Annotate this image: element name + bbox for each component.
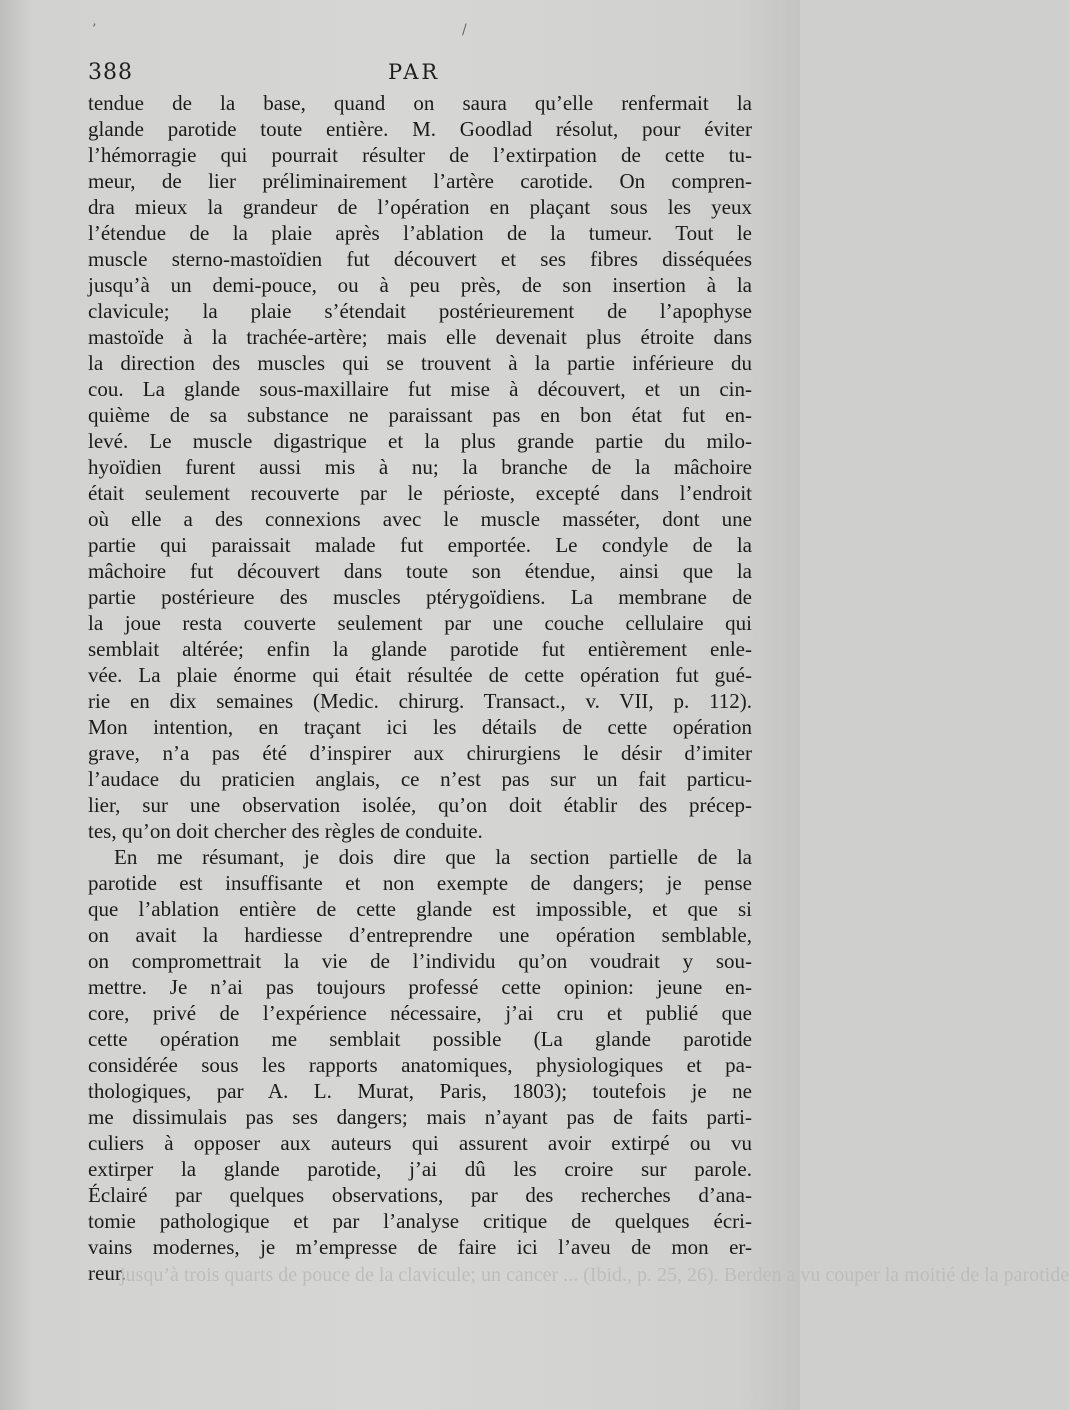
text-line: meur, de lier préliminairement l’artère carotide. On compren-: [88, 169, 752, 193]
text-line: on compromettrait la vie de l’individu qu’on voudrait y sou-: [88, 949, 752, 973]
running-head: PAR: [388, 60, 441, 84]
text-line: thologiques, par A. L. Murat, Paris, 1803); toutefois je ne: [88, 1079, 752, 1103]
text-line: culiers à opposer aux auteurs qui assurent avoir extirpé ou vu: [88, 1131, 752, 1155]
text-line: muscle sterno-mastoïdien fut découvert et ses fibres disséquées: [88, 247, 752, 271]
text-line: l’audace du praticien anglais, ce n’est pas sur un fait particu-: [88, 767, 752, 791]
text-line: reur.: [88, 1261, 126, 1285]
text-line: jusqu’à un demi-pouce, ou à peu près, de son insertion à la: [88, 273, 752, 297]
text-line: semblait altérée; enfin la glande parotide fut entièrement enle-: [88, 637, 752, 661]
text-line: tomie pathologique et par l’analyse critique de quelques écri-: [88, 1209, 752, 1233]
text-line: cette opération me semblait possible (La glande parotide: [88, 1027, 752, 1051]
text-line: l’étendue de la plaie après l’ablation de la tumeur. Tout le: [88, 221, 752, 245]
text-line: considérée sous les rapports anatomiques, physiologiques et pa-: [88, 1053, 752, 1077]
text-line: que l’ablation entière de cette glande est impossible, et que si: [88, 897, 752, 921]
text-line: extirper la glande parotide, j’ai dû les croire sur parole.: [88, 1157, 752, 1181]
text-line: tendue de la base, quand on saura qu’elle renfermait la: [88, 91, 752, 115]
text-line: core, privé de l’expérience nécessaire, j’ai cru et publié que: [88, 1001, 752, 1025]
text-line: partie qui paraissait malade fut emportée. Le condyle de la: [88, 533, 752, 557]
text-line: me dissimulais pas ses dangers; mais n’ayant pas de faits parti-: [88, 1105, 752, 1129]
text-line: En me résumant, je dois dire que la section partielle de la: [114, 845, 752, 869]
text-line: vée. La plaie énorme qui était résultée de cette opération fut gué-: [88, 663, 752, 687]
text-line: tes, qu’on doit chercher des règles de conduite.: [88, 819, 483, 843]
text-line: glande parotide toute entière. M. Goodlad résolut, pour éviter: [88, 117, 752, 141]
text-line: clavicule; la plaie s’étendait postérieurement de l’apophyse: [88, 299, 752, 323]
text-line: partie postérieure des muscles ptérygoïdiens. La membrane de: [88, 585, 752, 609]
text-line: mettre. Je n’ai pas toujours professé cette opinion: jeune en-: [88, 975, 752, 999]
text-line: Éclairé par quelques observations, par des recherches d’ana-: [88, 1183, 752, 1207]
text-line: où elle a des connexions avec le muscle masséter, dont une: [88, 507, 752, 531]
text-line: mâchoire fut découvert dans toute son étendue, ainsi que la: [88, 559, 752, 583]
text-line: on avait la hardiesse d’entreprendre une opération semblable,: [88, 923, 752, 947]
text-line: levé. Le muscle digastrique et la plus grande partie du milo-: [88, 429, 752, 453]
page-number: 388: [88, 60, 133, 85]
text-line: l’hémorragie qui pourrait résulter de l’extirpation de cette tu-: [88, 143, 752, 167]
text-line: parotide est insuffisante et non exempte de dangers; je pense: [88, 871, 752, 895]
text-line: cou. La glande sous-maxillaire fut mise à découvert, et un cin-: [88, 377, 752, 401]
page-header: [88, 60, 752, 90]
text-line: la direction des muscles qui se trouvent à la partie inférieure du: [88, 351, 752, 375]
text-line: dra mieux la grandeur de l’opération en plaçant sous les yeux: [88, 195, 752, 219]
text-line: quième de sa substance ne paraissant pas en bon état fut en-: [88, 403, 752, 427]
text-line: rie en dix semaines (Medic. chirurg. Transact., v. VII, p. 112).: [88, 689, 752, 713]
text-line: mastoïde à la trachée-artère; mais elle devenait plus étroite dans: [88, 325, 752, 349]
text-line: grave, n’a pas été d’inspirer aux chirurgiens le désir d’imiter: [88, 741, 752, 765]
text-line: était seulement recouverte par le périoste, excepté dans l’endroit: [88, 481, 752, 505]
body-text: [88, 90, 752, 1286]
margin-speck: /: [462, 22, 467, 38]
text-line: la joue resta couverte seulement par une couche cellulaire qui: [88, 611, 752, 635]
text-line: vains modernes, je m’empresse de faire ici l’aveu de mon er-: [88, 1235, 752, 1259]
bleed-through-text: jusqu’à trois quarts de pouce de la clavicule; un cancer ... (Ibid., p. 25, 26). Berden a vu couper la moitié de la parotide: [120, 1264, 1069, 1286]
margin-speck: ’: [92, 22, 97, 38]
text-line: hyoïdien furent aussi mis à nu; la branche de la mâchoire: [88, 455, 752, 479]
text-line: Mon intention, en traçant ici les détails de cette opération: [88, 715, 752, 739]
text-line: lier, sur une observation isolée, qu’on doit établir des précep-: [88, 793, 752, 817]
